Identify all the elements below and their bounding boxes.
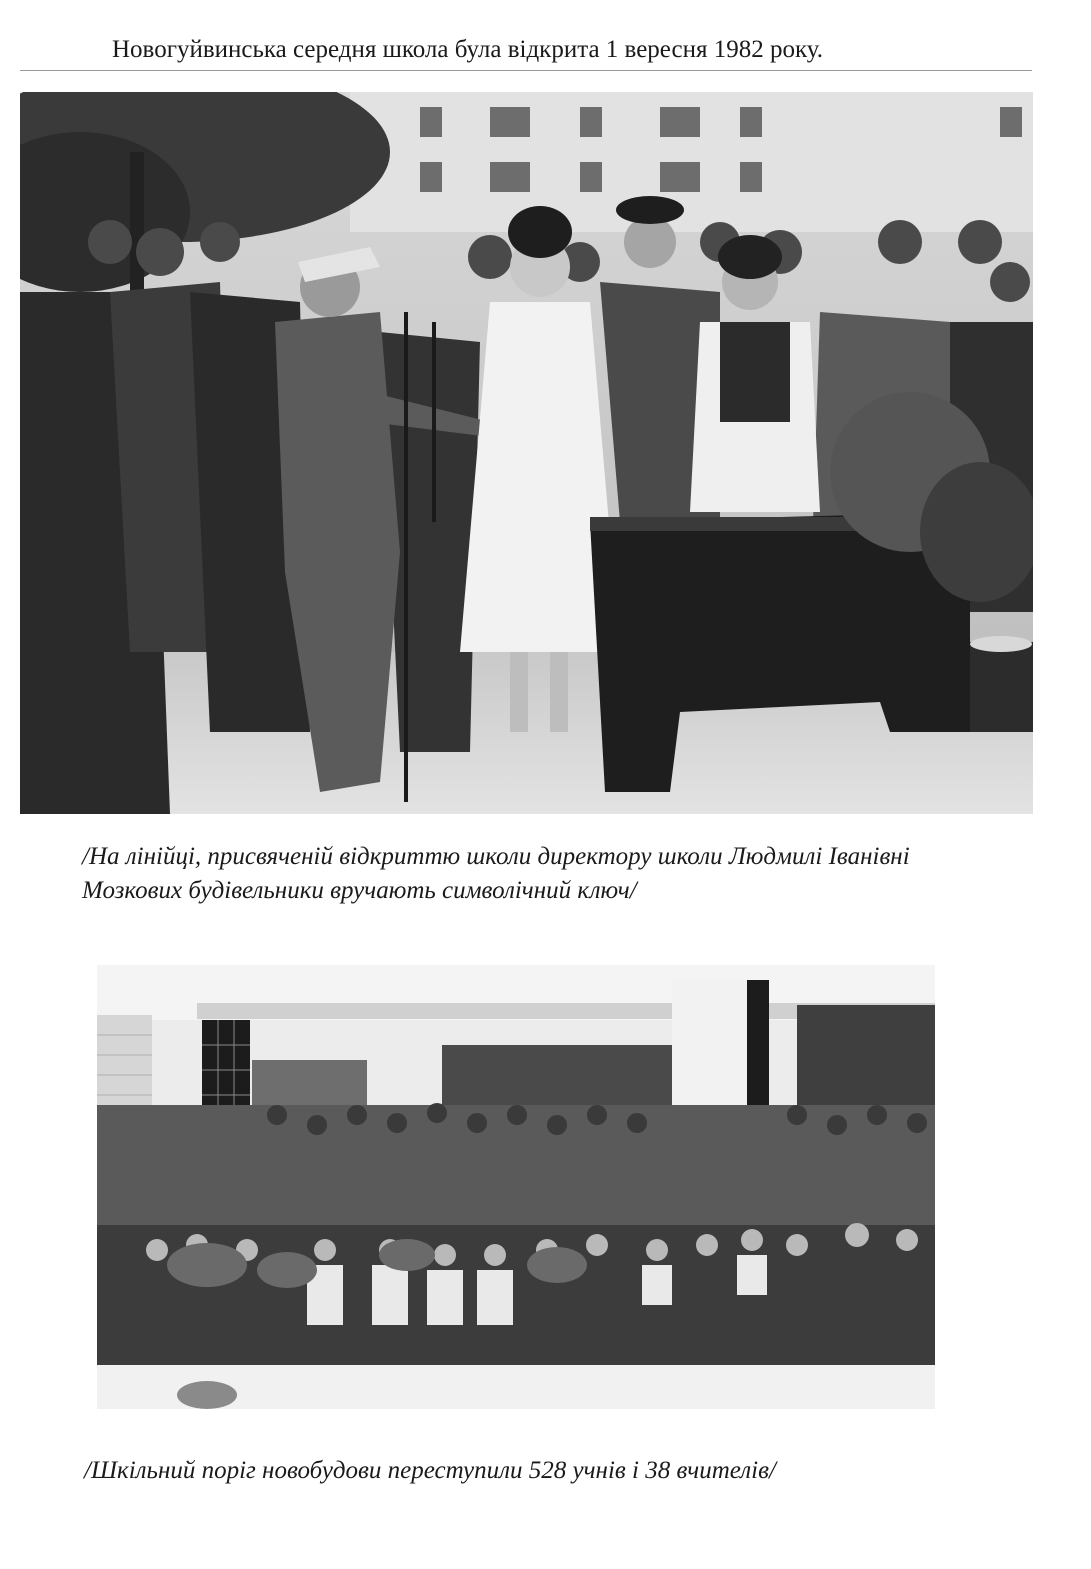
- ceremony-caption-line-1: /На лінійці, присвяченій відкриттю школи директору школи Людмилі Іванівні: [82, 843, 910, 870]
- ceremony-caption-line-2: Мозкових будівельники вручають символічний ключ/: [82, 877, 637, 904]
- school-entrance-photo: [97, 965, 935, 1409]
- ceremony-photo-image: [20, 92, 1033, 814]
- ceremony-photo: [20, 92, 1033, 814]
- ceremony-caption: [82, 840, 1072, 908]
- school-entrance-photo-image: [97, 965, 935, 1409]
- heading-underline: [20, 70, 1032, 71]
- school-entrance-caption: /Шкільний поріг новобудови переступили 528 учнів і 38 вчителів/: [84, 1457, 776, 1484]
- page-heading: Новогуйвинська середня школа була відкрита 1 вересня 1982 року.: [112, 36, 824, 63]
